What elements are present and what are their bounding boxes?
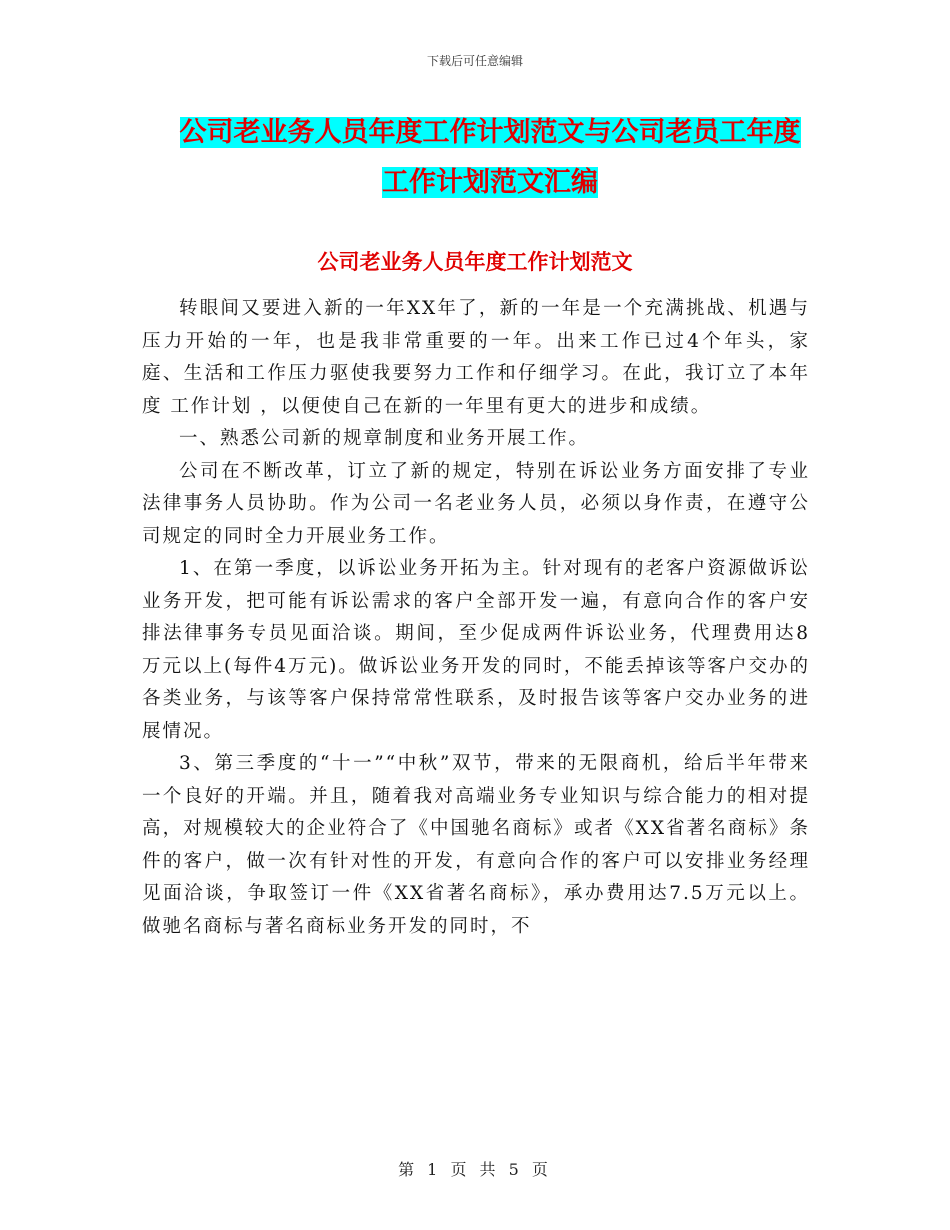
page-header-note: 下载后可任意编辑 (426, 54, 523, 68)
page-number: 第 1 页 共 5 页 (398, 1160, 552, 1179)
paragraph-heading-1: 一、熟悉公司新的规章制度和业务开展工作。 (179, 428, 590, 449)
paragraph-company-rules: 公司在不断改革，订立了新的规定，特别在诉讼业务方面安排了专业法律事务人员协助。作为公司一名老业务人员，必须以身作责，在遵守公司规定的同时全力开展业务工作。 (142, 460, 810, 547)
paragraph-q1-plan: 1、在第一季度，以诉讼业务开拓为主。针对现有的老客户资源做诉讼业务开发，把可能有诉讼需求的客户全部开发一遍，有意向合作的客户安排法律事务专员见面洽谈。期间，至少促成两件诉讼业务，代理费用达8万元以上(每件4万元)。做诉讼业务开发的同时，不能丢掉该等客户交办的各类业务，与该等客户保持常常性联系，及时报告该等客户交办业务的进展情况。 (142, 558, 810, 742)
document-title (140, 108, 840, 208)
document-body (142, 293, 810, 943)
document-title-line-2: 工作计划范文汇编 (382, 167, 598, 198)
section-title: 公司老业务人员年度工作计划范文 (317, 250, 633, 274)
paragraph-intro: 转眼间又要进入新的一年XX年了，新的一年是一个充满挑战、机遇与压力开始的一年，也是我非常重要的一年。出来工作已过4个年头，家庭、生活和工作压力驱使我要努力工作和仔细学习。在此，我订立了本年度 工作计划 ，以便使自己在新的一年里有更大的进步和成绩。 (142, 298, 810, 417)
paragraph-q3-plan: 3、第三季度的“十一”“中秋”双节，带来的无限商机，给后半年带来一个良好的开端。并且，随着我对高端业务专业知识与综合能力的相对提高，对规模较大的企业符合了《中国驰名商标》或者《XX省著名商标》条件的客户，做一次有针对性的开发，有意向合作的客户可以安排业务经理见面洽谈，争取签订一件《XX省著名商标》，承办费用达7.5万元以上。做驰名商标与著名商标业务开发的同时，不 (142, 753, 810, 937)
document-title-line-1: 公司老业务人员年度工作计划范文与公司老员工年度 (179, 117, 801, 148)
